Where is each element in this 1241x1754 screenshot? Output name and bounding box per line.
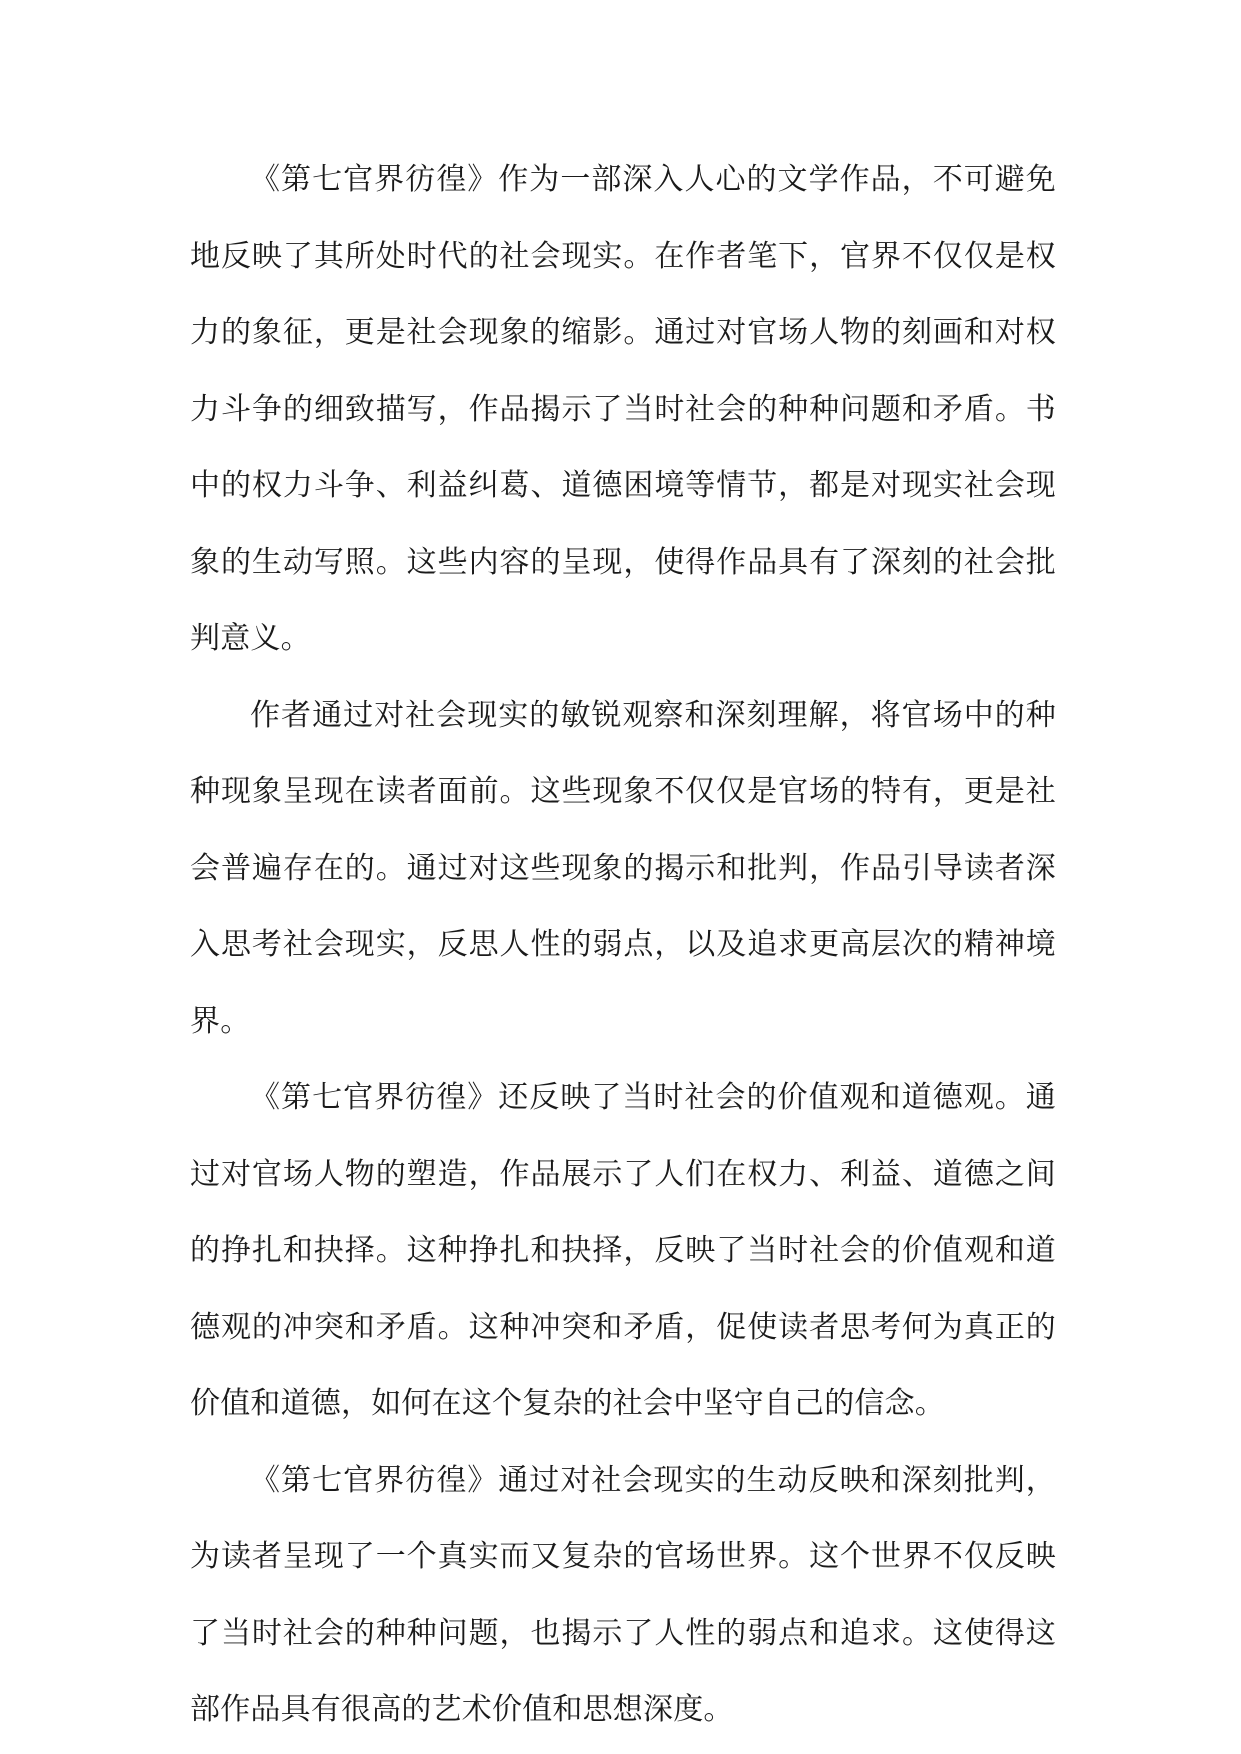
paragraph-1: 《第七官界彷徨》作为一部深入人心的文学作品，不可避免地反映了其所处时代的社会现实。在作者笔下，官界不仅仅是权力的象征，更是社会现象的缩影。通过对官场人物的刻画和对权力斗争的细致描写，作品揭示了当时社会的种种问题和矛盾。书中的权力斗争、利益纠葛、道德困境等情节，都是对现实社会现象的生动写照。这些内容的呈现，使得作品具有了深刻的社会批判意义。 [190,162,1056,656]
paragraph-4: 《第七官界彷徨》通过对社会现实的生动反映和深刻批判，为读者呈现了一个真实而又复杂的官场世界。这个世界不仅反映了当时社会的种种问题，也揭示了人性的弱点和追求。这使得这部作品具有很高的艺术价值和思想深度。 [190,1462,1056,1727]
document-body [190,142,1056,1749]
paragraph-2: 作者通过对社会现实的敏锐观察和深刻理解，将官场中的种种现象呈现在读者面前。这些现象不仅仅是官场的特有，更是社会普遍存在的。通过对这些现象的揭示和批判，作品引导读者深入思考社会现实，反思人性的弱点，以及追求更高层次的精神境界。 [190,697,1056,1039]
paragraph-3: 《第七官界彷徨》还反映了当时社会的价值观和道德观。通过对官场人物的塑造，作品展示了人们在权力、利益、道德之间的挣扎和抉择。这种挣扎和抉择，反映了当时社会的价值观和道德观的冲突和矛盾。这种冲突和矛盾，促使读者思考何为真正的价值和道德，如何在这个复杂的社会中坚守自己的信念。 [190,1080,1056,1421]
